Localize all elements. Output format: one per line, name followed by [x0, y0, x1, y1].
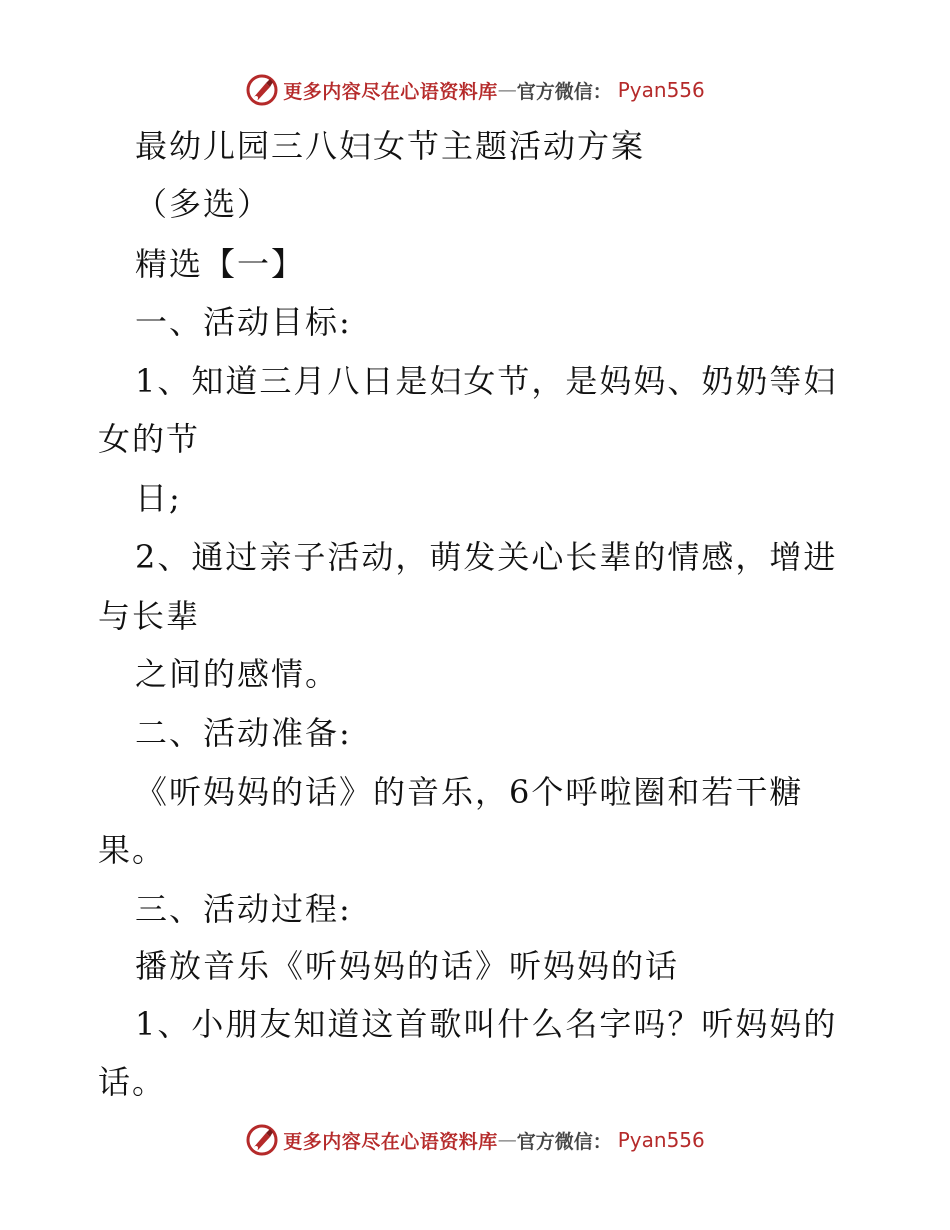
- banner-wechat-id: Pyan556: [617, 1128, 705, 1152]
- brand-logo-icon: [245, 1123, 279, 1157]
- document-subtitle: （多选）: [135, 185, 272, 223]
- goal-item-2-line-1: 2、通过亲子活动，萌发关心长辈的情感，增进: [135, 538, 838, 576]
- goal-item-1-line-1: 1、知道三月八日是妇女节，是妈妈、奶奶等妇: [135, 362, 838, 400]
- preparation-line-1: 《听妈妈的话》的音乐，6个呼啦圈和若干糖: [135, 773, 804, 811]
- footer-banner: [0, 1120, 950, 1160]
- document-title: 最幼儿园三八妇女节主题活动方案: [135, 127, 646, 165]
- process-item-1-line-1: 1、小朋友知道这首歌叫什么名字吗？听妈妈的: [135, 1005, 838, 1043]
- section-heading-preparation: 二、活动准备:: [135, 714, 352, 752]
- banner-wechat-label: 官方微信：: [516, 1130, 612, 1153]
- goal-item-1-line-3: 日;: [135, 479, 182, 517]
- goal-item-2-line-3: 之间的感情。: [135, 655, 340, 693]
- banner-dash: —: [497, 1129, 517, 1151]
- banner-slogan: 更多内容尽在心语资料库: [283, 1130, 498, 1153]
- process-intro: 播放音乐《听妈妈的话》听妈妈的话: [135, 947, 680, 985]
- selection-label: 精选【一】: [135, 245, 306, 283]
- goal-item-1-line-2: 女的节: [98, 420, 201, 458]
- goal-item-2-line-2: 与长辈: [98, 597, 201, 635]
- section-heading-process: 三、活动过程:: [135, 890, 352, 928]
- banner-dash: —: [497, 79, 517, 101]
- section-heading-goals: 一、活动目标:: [135, 303, 352, 341]
- process-item-1-line-2: 话。: [98, 1063, 167, 1101]
- banner-wechat-id: Pyan556: [617, 78, 705, 102]
- banner-slogan: 更多内容尽在心语资料库: [283, 80, 498, 103]
- banner-wechat-label: 官方微信：: [516, 80, 612, 103]
- preparation-line-2: 果。: [98, 831, 167, 869]
